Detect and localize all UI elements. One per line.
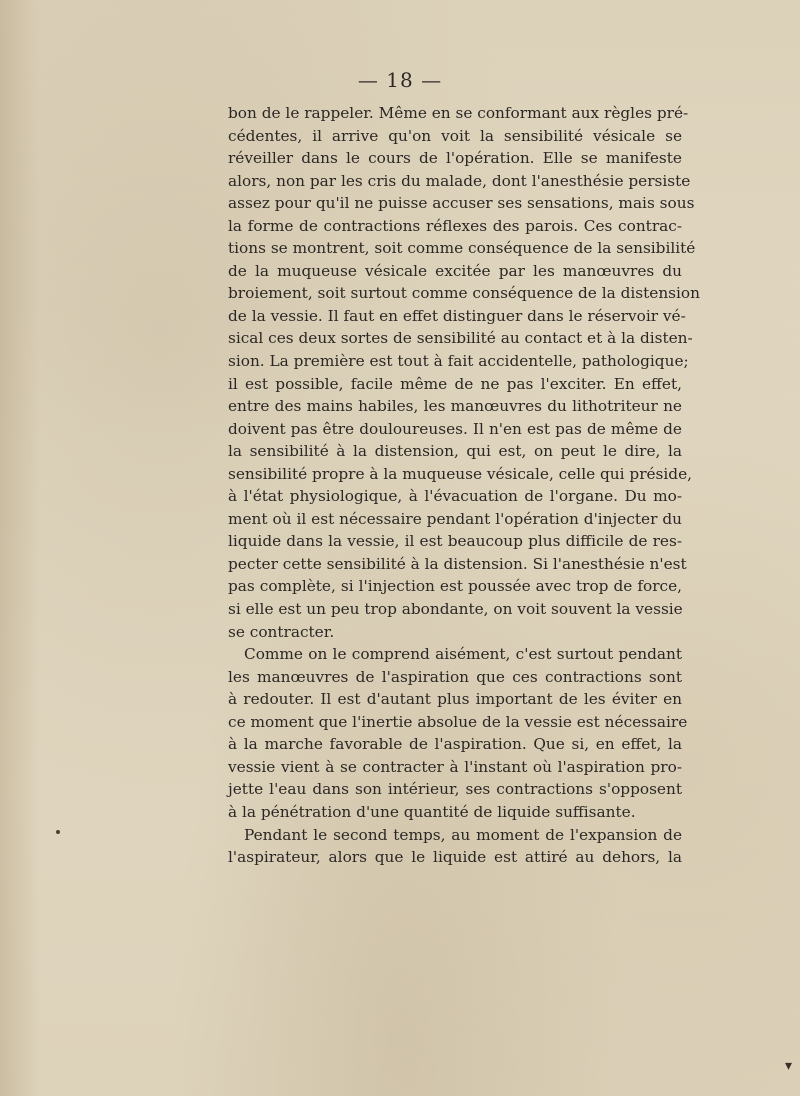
text-line: la sensibilité à la distension, qui est, on peut le dire, la: [228, 442, 682, 461]
paragraph-start-line: Pendant le second temps, au moment de l'expansion de: [244, 825, 682, 844]
text-line: cédentes, il arrive qu'on voit la sensibilité vésicale se: [228, 126, 682, 145]
text-line: l'aspirateur, alors que le liquide est attiré au dehors, la: [228, 848, 682, 867]
text-line: vessie vient à se contracter à l'instant où l'aspiration pro-: [228, 757, 682, 776]
ink-speck: [56, 830, 60, 834]
text-line: broiement, soit surtout comme conséquence de la distension: [228, 284, 700, 303]
text-line: liquide dans la vessie, il est beaucoup plus difficile de res-: [228, 532, 682, 551]
text-line: ment où il est nécessaire pendant l'opération d'injecter du: [228, 509, 682, 528]
text-line: à la pénétration d'une quantité de liquide suffisante.: [228, 802, 636, 821]
text-line: se contracter.: [228, 622, 335, 641]
text-line: si elle est un peu trop abondante, on voit souvent la vessie: [228, 600, 683, 619]
text-line: bon de le rappeler. Même en se conformant aux règles pré-: [228, 104, 689, 122]
text-line: sical ces deux sortes de sensibilité au contact et à la disten-: [228, 329, 693, 348]
text-line: entre des mains habiles, les manœuvres du lithotriteur ne: [228, 397, 682, 416]
text-line: assez pour qu'il ne puisse accuser ses sensations, mais sous: [228, 194, 695, 213]
corner-mark-icon: ▾: [784, 1058, 792, 1074]
text-line: à la marche favorable de l'aspiration. Que si, en effet, la: [228, 735, 682, 754]
page-number: — 18 —: [357, 68, 443, 92]
text-line: sensibilité propre à la muqueuse vésicale, celle qui préside,: [228, 464, 693, 483]
text-line: de la vessie. Il faut en effet distinguer dans le réservoir vé-: [228, 306, 686, 325]
text-line: doivent pas être douloureuses. Il n'en est pas de même de: [228, 419, 682, 438]
text-line: alors, non par les cris du malade, dont l'anesthésie persiste: [228, 171, 691, 190]
text-line: réveiller dans le cours de l'opération. Elle se manifeste: [228, 149, 682, 168]
paragraph-start-line: Comme on le comprend aisément, c'est surtout pendant: [244, 645, 682, 664]
page-edge-shadow: [0, 0, 40, 1096]
text-line: pas complète, si l'injection est poussée avec trop de force,: [228, 577, 682, 596]
text-line: à l'état physiologique, à l'évacuation de l'organe. Du mo-: [228, 487, 682, 506]
text-line: tions se montrent, soit comme conséquence de la sensibilité: [228, 239, 696, 258]
body-text: [228, 102, 700, 869]
text-line: pecter cette sensibilité à la distension. Si l'anesthésie n'est: [228, 554, 687, 573]
text-line: à redouter. Il est d'autant plus important de les éviter en: [228, 690, 682, 709]
text-line: de la muqueuse vésicale excitée par les manœuvres du: [228, 261, 682, 280]
text-line: il est possible, facile même de ne pas l'exciter. En effet,: [228, 374, 682, 393]
text-line: sion. La première est tout à fait accidentelle, pathologique;: [228, 352, 689, 371]
text-line: ce moment que l'inertie absolue de la vessie est nécessaire: [228, 712, 688, 731]
text-line: la forme de contractions réflexes des parois. Ces contrac-: [228, 216, 682, 235]
text-line: jette l'eau dans son intérieur, ses contractions s'opposent: [228, 780, 682, 799]
text-line: les manœuvres de l'aspiration que ces contractions sont: [228, 667, 682, 686]
